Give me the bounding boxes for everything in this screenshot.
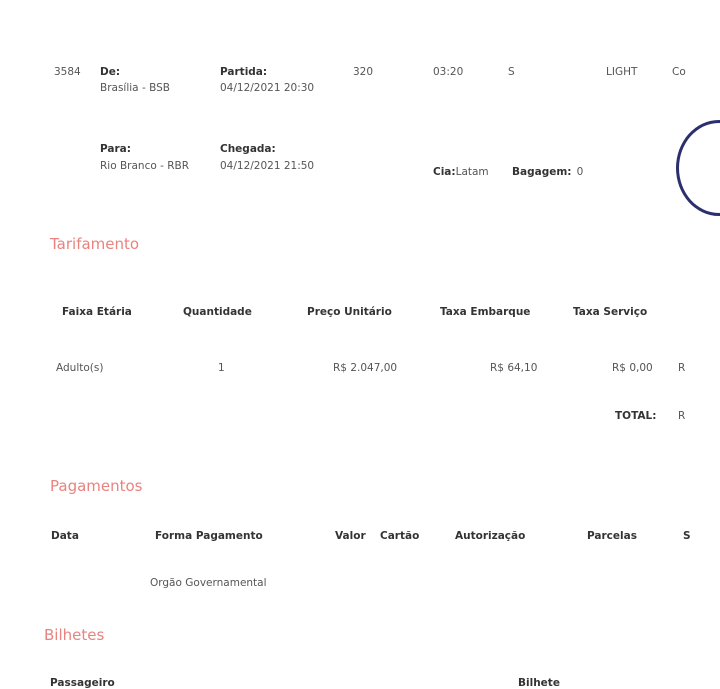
- departure-label: Partida:: [220, 66, 268, 78]
- th-passageiro: Passageiro: [50, 677, 115, 689]
- th-forma-pagamento: Forma Pagamento: [155, 530, 263, 542]
- arrival-label: Chegada:: [220, 143, 276, 155]
- th-valor: Valor: [335, 530, 366, 542]
- from-value: Brasília - BSB: [100, 82, 170, 94]
- fare-class: LIGHT: [606, 66, 638, 78]
- th-quantidade: Quantidade: [183, 306, 252, 318]
- total-truncated: R: [678, 410, 686, 422]
- from-label: De:: [100, 66, 121, 78]
- status-code: S: [508, 66, 515, 78]
- flight-number: 3584: [54, 66, 81, 78]
- stamp-seal: [676, 120, 720, 216]
- th-bilhete: Bilhete: [518, 677, 560, 689]
- to-label: Para:: [100, 143, 131, 155]
- bilhetes-title: Bilhetes: [44, 626, 105, 644]
- cell-faixa: Adulto(s): [56, 362, 104, 374]
- th-taxa-embarque: Taxa Embarque: [440, 306, 531, 318]
- to-value: Rio Branco - RBR: [100, 160, 190, 172]
- cell-truncated: R: [678, 362, 686, 374]
- th-parcelas: Parcelas: [587, 530, 637, 542]
- arrival-value: 04/12/2021 21:50: [220, 160, 315, 172]
- baggage-info: [512, 160, 583, 179]
- th-truncated: S: [683, 530, 691, 542]
- airline-value: Latam: [455, 166, 489, 178]
- th-faixa-etaria: Faixa Etária: [62, 306, 132, 318]
- pagamentos-title: Pagamentos: [50, 477, 143, 495]
- airline-info: [433, 160, 489, 179]
- cell-quantidade: 1: [218, 362, 225, 374]
- airline-label: Cia:: [433, 166, 456, 178]
- total-label: TOTAL:: [615, 410, 657, 422]
- th-taxa-servico: Taxa Serviço: [573, 306, 648, 318]
- th-cartao: Cartão: [380, 530, 420, 542]
- flight-duration: 03:20: [433, 66, 464, 78]
- cell-taxa-embarque: R$ 64,10: [490, 362, 538, 374]
- cell-forma-pagamento: Orgão Governamental: [150, 577, 267, 589]
- truncated-column: Co: [672, 66, 686, 78]
- cell-taxa-servico: R$ 0,00: [612, 362, 653, 374]
- aircraft-code: 320: [353, 66, 374, 78]
- departure-value: 04/12/2021 20:30: [220, 82, 315, 94]
- th-data: Data: [51, 530, 79, 542]
- baggage-value: 0: [576, 166, 584, 178]
- cell-preco: R$ 2.047,00: [333, 362, 398, 374]
- baggage-label: Bagagem:: [512, 166, 572, 178]
- th-autorizacao: Autorização: [455, 530, 526, 542]
- tarifamento-title: Tarifamento: [50, 235, 140, 253]
- th-preco-unitario: Preço Unitário: [307, 306, 392, 318]
